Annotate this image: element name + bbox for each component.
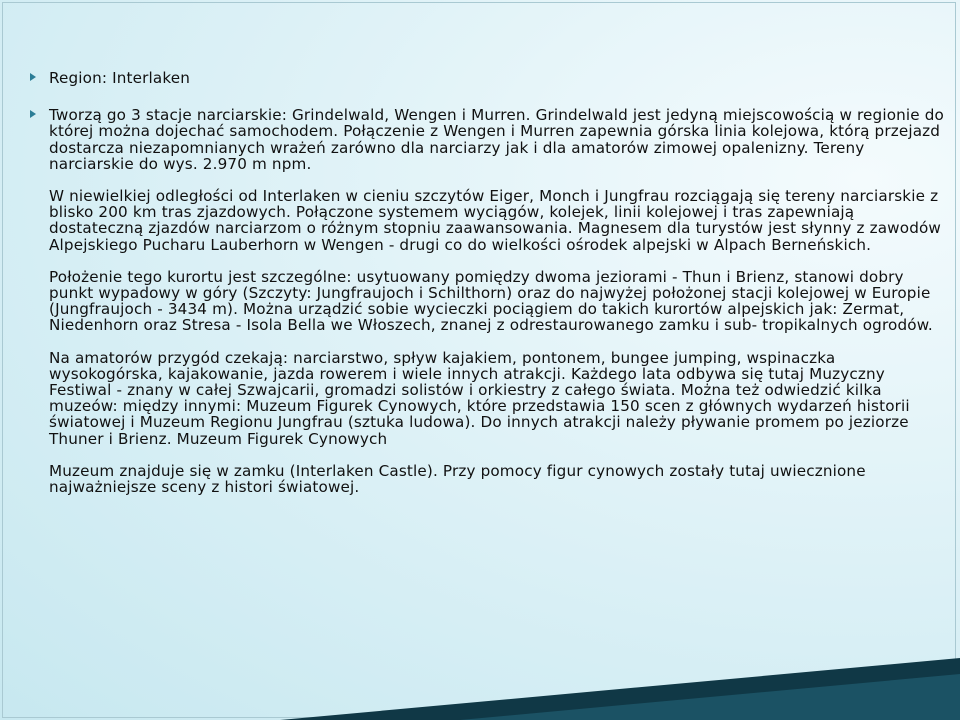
- paragraph-museum: Muzeum znajduje się w zamku (Interlaken Castle). Przy pomocy figur cynowych zostały tutaj uwiecznione najważniejsze sceny z histori światowej.: [49, 461, 866, 497]
- slide-content: [30, 70, 945, 495]
- paragraph-location: Położenie tego kurortu jest szczególne: usytuowany pomiędzy dwoma jeziorami - Thun i Brienz, stanowi dobry punkt wypadowy w góry (Szczyty: Jungfraujoch i Schilthorn) oraz do najwyżej położonej stacji kolejowej w Europie (Jungfraujoch - 3434 m). Można urządzić sobie wycieczki pociągiem do takich kurortów alpejskich jak: Zermat, Niedenhorn oraz Stresa - Isola Bella we Włoszech, znanej z odrestaurowanego zamku i sub- tropikalnych ogrodów.: [49, 267, 933, 335]
- triangle-bullet-icon: [30, 73, 36, 81]
- paragraph-attractions: Na amatorów przygód czekają: narciarstwo, spływ kajakiem, pontonem, bungee jumping, wspinaczka wysokogórska, kajakowanie, jazda rowerem i wiele innych atrakcji. Każdego lata odbywa się tutaj Muzyczny Festiwal - znany w całej Szwajcarii, gromadzi solistów i orkiestry z całego świata. Można też odwiedzić kilka muzeów: między innymi: Muzeum Figurek Cynowych, które przedstawia 150 scen z głównych wydarzeń historii światowej i Muzeum Regionu Jungfrau (sztuka ludowa). Do innych atrakcji należy pływanie promem po jeziorze Thuner i Brienz. Muzeum Figurek Cynowych: [49, 348, 910, 448]
- region-text: Region: Interlaken: [49, 69, 191, 87]
- triangle-bullet-icon: [30, 110, 36, 118]
- bullet-region: [30, 70, 945, 86]
- paragraph-ski-stations: Tworzą go 3 stacje narciarskie: Grindelwald, Wengen i Murren. Grindelwald jest jedyną miejscowością w regionie do której można dojechać samochodem. Połączenie z Wengen i Murren zapewnia górska linia kolejowa, którą przejazd dostarcza niezapomnianych wrażeń zarówno dla narciarzy jak i dla amatorów zimowej opalenizny. Tereny narciarskie do wys. 2.970 m npm.: [49, 106, 945, 173]
- bullet-description: [30, 107, 945, 495]
- corner-decoration-accent: [460, 674, 960, 720]
- paragraph-ski-areas: W niewielkiej odległości od Interlaken w cieniu szczytów Eiger, Monch i Jungfrau rozciągają się tereny narciarskie z blisko 200 km tras zjazdowych. Połączone systemem wyciągów, kolejek, linii kolejowej i tras zapewniają dostateczną zjazdów narciarzom o różnym stopniu zaawansowania. Magnesem dla turystów jest słynny z zawodów Alpejskiego Pucharu Lauberhorn w Wengen - drugi co do wielkości ośrodek alpejski w Alpach Berneńskich.: [49, 187, 941, 254]
